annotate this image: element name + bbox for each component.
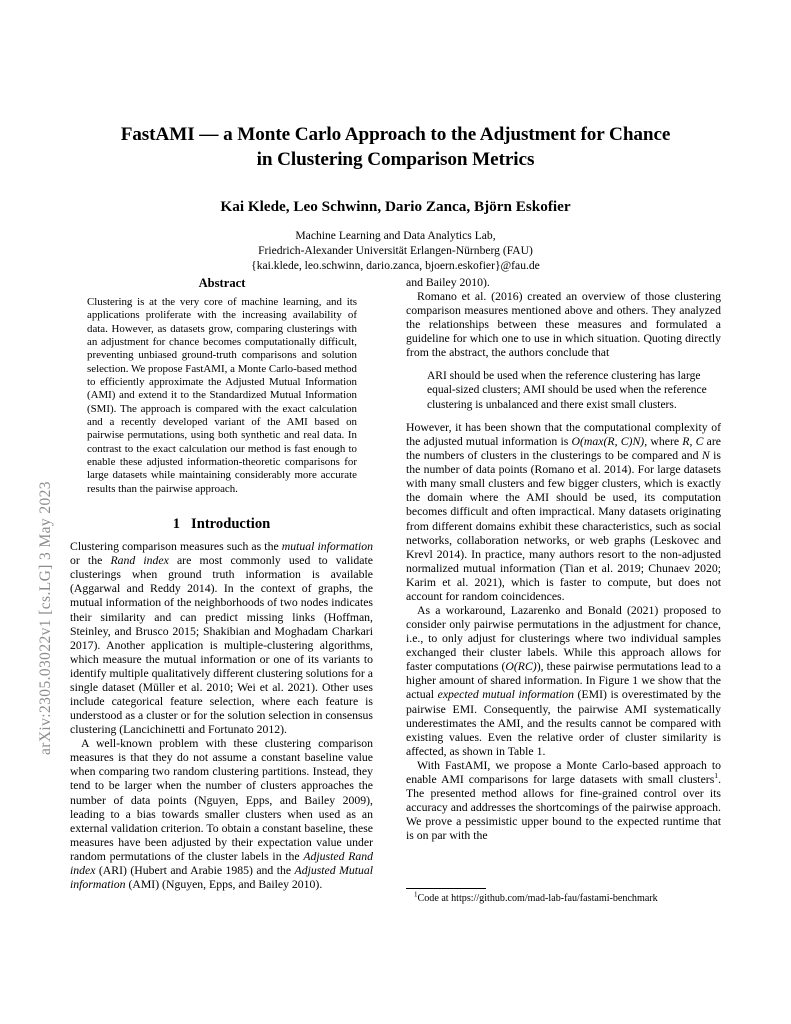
complexity-seg-b: , where xyxy=(644,435,683,449)
complexity-math-3: N xyxy=(701,449,710,463)
intro-p1-seg-c: are most commonly used to validate clusterings when ground truth information is available (Aggarwal and Reddy 2014). In the context of graphs, the mutual information of the neighborhoods of two nodes indicates their similarity and can predict missing links (Hoffman, Steinley, and Brusco 2015; Shakibian and Moghadam Charkari 2017). Another application is multiple-clustering algorithms, which measure the mutual information or one of its variants to identify multiple qualitatively different clustering solutions for a single dataset (Müller et al. 2010; Wei et al. 2021). Other uses include categorical feature selection, where each feature is understood as a cluster or for the solution selection in consensus clustering (Lancichinetti and Fortunato 2012). xyxy=(70,554,373,737)
paragraph-complexity xyxy=(406,421,721,604)
intro-paragraph-1 xyxy=(70,540,373,737)
right-paragraph-romano: and Bailey 2010). xyxy=(406,276,490,289)
fastami-seg-b: . The presented method allows for fine-grained control over its accuracy and addresses the shortcomings of the pairwise approach. We prove a pessimistic upper bound to the expected runtime that is on par with the xyxy=(406,772,721,843)
footnote-area xyxy=(406,888,721,906)
intro-p1-italic-2: Rand index xyxy=(110,554,169,568)
intro-p1-seg-b: or the xyxy=(70,554,111,568)
fastami-seg-a: With FastAMI, we propose a Monte Carlo-based approach to enable AMI comparisons for large datasets with small clusters xyxy=(406,758,721,786)
complexity-seg-c: are the numbers of clusters in the clusterings to be compared and xyxy=(406,435,722,463)
author-emails: {kai.klede, leo.schwinn, dario.zanca, bjoern.eskofier}@fau.de xyxy=(251,259,540,273)
complexity-seg-a: However, it has been shown that the computational complexity of the adjusted mutual information is xyxy=(406,420,721,449)
abstract-block xyxy=(87,276,357,496)
paragraph-workaround xyxy=(406,604,721,759)
title-block xyxy=(70,122,721,273)
introduction-heading-label: Introduction xyxy=(191,516,271,533)
intro-p2-seg-c: (AMI) (Nguyen, Epps, and Bailey 2010). xyxy=(125,878,323,892)
abstract-text: Clustering is at the very core of machine learning, and its applications proliferate with the increasing availability of data. However, as datasets grow, comparing clusterings with an adjustment for chance becomes computationally difficult, preventing unbiased ground-truth comparisons and solution selection. We propose FastAMI, a Monte Carlo-based method to efficiently approximate the Adjusted Mutual Information (AMI) and extend it to the Standardized Mutual Information (SMI). The approach is compared with the exact calculation and a recently developed variant of the AMI based on pairwise permutations, using both synthetic and real data. In contrast to the exact calculation our method is fast enough to enable these adjusted information-theoretic comparisons for large datasets while maintaining considerably more accurate results than the pairwise approach. xyxy=(87,296,357,495)
paper-title-line1: FastAMI — a Monte Carlo Approach to the Adjustment for Chance xyxy=(120,124,671,145)
author-list: Kai Klede, Leo Schwinn, Dario Zanca, Björn Eskofier xyxy=(220,198,571,215)
intro-p2-seg-b: (ARI) (Hubert and Arabie 1985) and the xyxy=(95,863,295,877)
paragraph-fastami xyxy=(406,759,721,843)
workaround-seg-c: (EMI) is overestimated by the pairwise EMI. Consequently, the pairwise AMI systematically underestimates the AMI, and the results cannot be compared with existing values. Even the relative order of cluster similarity is affected, as shown in Table 1. xyxy=(406,688,721,758)
paper-title-line2: in Clustering Comparison Metrics xyxy=(256,149,535,170)
complexity-seg-d: is the number of data points (Romano et al. 2014). For large datasets with many small clusters and few bigger clusters, which is exactly the domain where the AMI should be used, its computation becomes difficult and often impractical. Many datasets originating from different domains exhibit these characteristics, such as social networks, collaboration networks, or web graphs (Leskovec and Krevl 2014). In practice, many authors resort to the non-adjusted normalized mutual information (Tian et al. 2019; Chunaev 2020; Karim et al. 2021), which is faster to compute, but does not account for random coincidences. xyxy=(406,449,721,603)
intro-p1-italic-1: mutual information xyxy=(281,540,373,554)
intro-p2-italic-1: Adjusted Rand index xyxy=(70,849,373,877)
arxiv-stamp xyxy=(0,0,58,1024)
arxiv-stamp-text: arXiv:2305.03022v1 [cs.LG] 3 May 2023 xyxy=(37,481,54,755)
intro-p1-seg-a: Clustering comparison measures such as the xyxy=(70,540,282,554)
footnote-marker: 1 xyxy=(414,890,418,899)
workaround-math-1: O(RC) xyxy=(505,660,537,674)
footnote-text xyxy=(406,890,721,906)
intro-p2-seg-a: A well-known problem with these clustering comparison measures is that they do not assume a constant baseline value when comparing two random clustering partitions. Instead, they tend to be larger when the number of clusters approaches the number of data points (Nguyen, Epps, and Bailey 2009), leading to a bias towards smaller clusters when used as an external validation criterion. To obtain a constant baseline, these measures have been adjusted by their expectation value under random permutations of the cluster labels in the xyxy=(70,737,373,863)
introduction-section-number: 1 xyxy=(172,516,181,533)
right-column xyxy=(406,276,721,843)
workaround-seg-b: ), these pairwise permutations lead to a higher amount of shared information. In Figure 1 we show that the actual xyxy=(406,660,721,702)
intro-paragraph-2 xyxy=(70,737,373,892)
footnote-marker-inline: 1 xyxy=(714,771,719,781)
footnote-body: Code at https://github.com/mad-lab-fau/fastami-benchmark xyxy=(417,893,658,904)
affiliation-block xyxy=(70,228,721,273)
romano-quote: ARI should be used when the reference clustering has large equal-sized clusters; AMI should be used when the reference clustering is unbalanced and there exist small clusters. xyxy=(427,369,707,411)
footnote-separator-rule xyxy=(406,888,486,889)
workaround-seg-a: As a workaround, Lazarenko and Bonald (2021) proposed to consider only pairwise permutations in the adjustment for chance, i.e., to only adjust for clusterings where two individual samples exchanged their cluster labels. While this approach allows for faster computations ( xyxy=(406,603,721,674)
left-column xyxy=(70,276,373,892)
workaround-italic-1: expected mutual information xyxy=(437,688,574,702)
complexity-math-1: O(max(R, C)N) xyxy=(571,435,645,449)
paper-title xyxy=(70,122,721,172)
abstract-heading: Abstract xyxy=(198,276,246,290)
paper-page xyxy=(70,0,721,1024)
affiliation-line-2: Friedrich-Alexander Universität Erlangen-Nürnberg (FAU) xyxy=(258,244,533,258)
paragraph-romano: Romano et al. (2016) created an overview of those clustering comparison measures mentioned above and others. They analyzed the relationships between these measures and formulated a guideline for which one to use in which situation. Quoting directly from the abstract, the authors conclude that xyxy=(406,290,721,360)
introduction-heading xyxy=(70,515,373,533)
complexity-math-2: R, C xyxy=(682,435,704,449)
affiliation-line-1: Machine Learning and Data Analytics Lab, xyxy=(295,229,496,242)
intro-p2-italic-2: Adjusted Mutual information xyxy=(70,863,374,892)
